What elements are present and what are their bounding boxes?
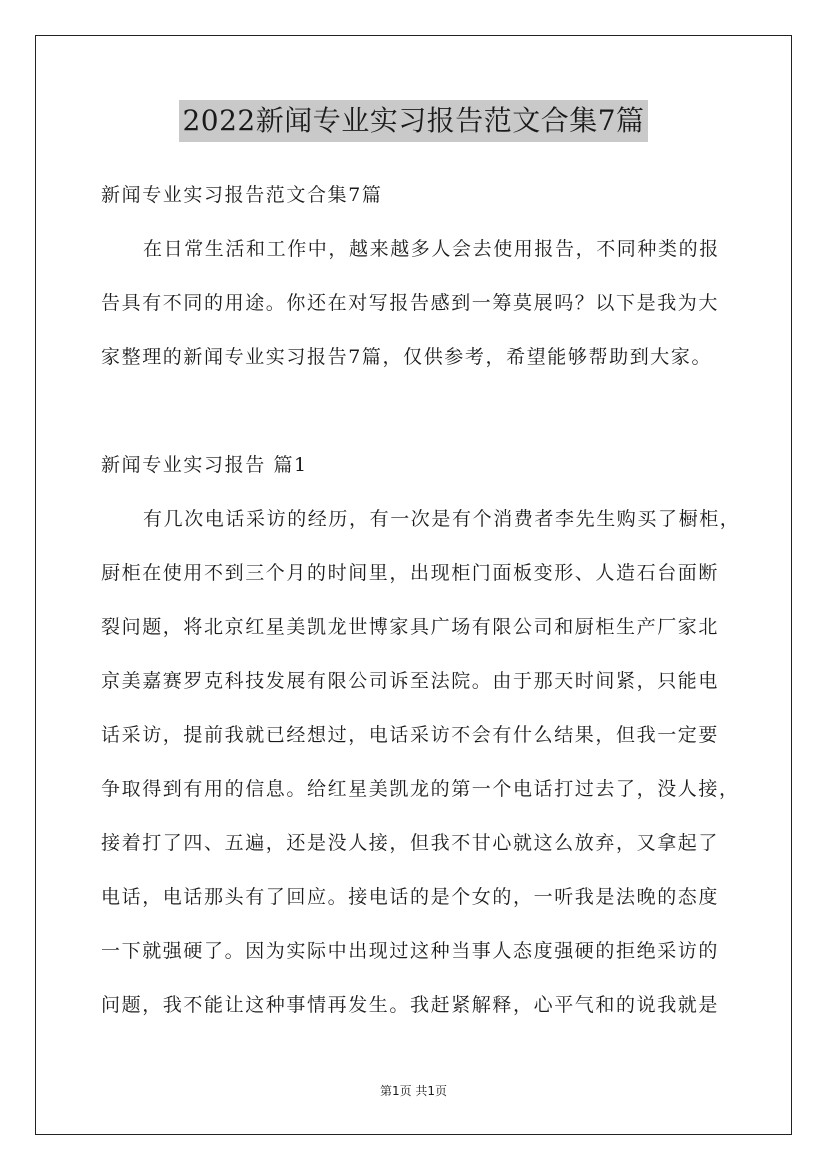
body-line: 接着打了四、五遍，还是没人接，但我不甘心就这么放弃，又拿起了 (101, 832, 720, 854)
page-number: 第1页 共1页 (379, 1084, 448, 1098)
body-line: 一下就强硬了。因为实际中出现过这种当事人态度强硬的拒绝采访的 (101, 940, 720, 962)
body-line: 电话，电话那头有了回应。接电话的是个女的，一听我是法晚的态度 (101, 886, 720, 908)
body-line: 争取得到有用的信息。给红星美凯龙的第一个电话打过去了，没人接， (101, 778, 740, 800)
body-line: 京美嘉赛罗克科技发展有限公司诉至法院。由于那天时间紧，只能电 (101, 670, 720, 692)
body-line: 裂问题，将北京红星美凯龙世博家具广场有限公司和厨柜生产厂家北 (101, 616, 720, 638)
section-heading: 新闻专业实习报告 篇1 (101, 454, 308, 476)
document-title-text: 2022新闻专业实习报告范文合集7篇 (179, 100, 647, 142)
intro-line: 在日常生活和工作中，越来越多人会去使用报告，不同种类的报 (143, 238, 720, 260)
intro-line: 告具有不同的用途。你还在对写报告感到一筹莫展吗？以下是我为大 (101, 292, 720, 314)
body-line: 问题，我不能让这种事情再发生。我赶紧解释，心平气和的说我就是 (101, 994, 720, 1016)
body-line: 厨柜在使用不到三个月的时间里，出现柜门面板变形、人造石台面断 (101, 562, 720, 584)
document-subtitle: 新闻专业实习报告范文合集7篇 (101, 184, 383, 206)
intro-line: 家整理的新闻专业实习报告7篇，仅供参考，希望能够帮助到大家。 (101, 346, 713, 368)
body-line: 有几次电话采访的经历，有一次是有个消费者李先生购买了橱柜， (143, 508, 741, 530)
document-title (0, 100, 827, 144)
body-line: 话采访，提前我就已经想过，电话采访不会有什么结果，但我一定要 (101, 724, 720, 746)
